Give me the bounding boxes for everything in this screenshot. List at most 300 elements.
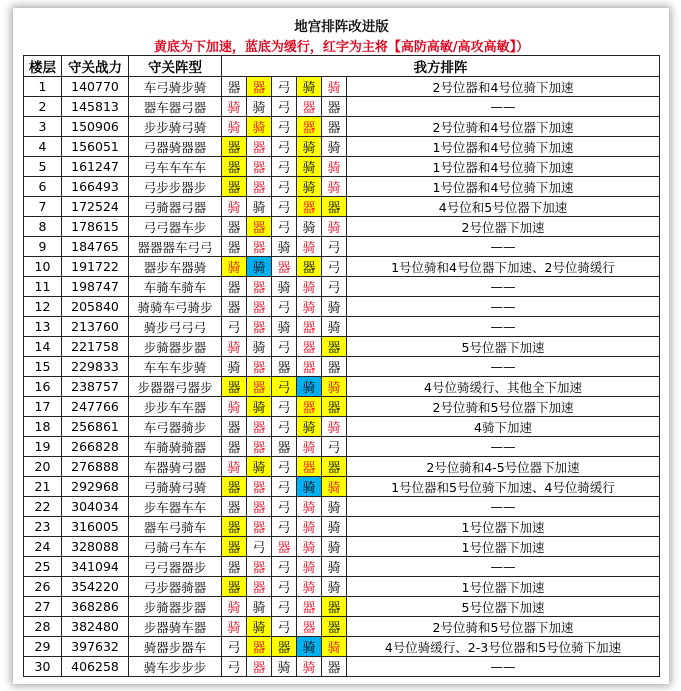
position-cell: 骑 <box>222 337 247 357</box>
position-cell: 骑 <box>272 657 297 677</box>
position-cell: 骑 <box>322 297 347 317</box>
power-cell: 276888 <box>62 457 129 477</box>
plan-cell: —— <box>347 657 660 677</box>
plan-cell: 1号位器和4号位骑下加速 <box>347 177 660 197</box>
position-cell: 骑 <box>322 157 347 177</box>
plan-cell: 2号位器和4号位骑下加速 <box>347 77 660 97</box>
floor-cell: 13 <box>24 317 62 337</box>
floor-cell: 10 <box>24 257 62 277</box>
position-cell: 骑 <box>322 517 347 537</box>
formation-cell: 弓骑弓车车 <box>129 537 222 557</box>
position-cell: 骑 <box>222 397 247 417</box>
formation-cell: 弓骑骑弓骑 <box>129 477 222 497</box>
floor-cell: 16 <box>24 377 62 397</box>
floor-cell: 22 <box>24 497 62 517</box>
position-cell: 骑 <box>297 497 322 517</box>
formation-cell: 车器骑弓器 <box>129 457 222 477</box>
position-cell: 骑 <box>297 137 322 157</box>
power-cell: 178615 <box>62 217 129 237</box>
position-cell: 器 <box>322 337 347 357</box>
table-row <box>24 217 660 237</box>
table-row <box>24 477 660 497</box>
position-cell: 骑 <box>322 637 347 657</box>
position-cell: 骑 <box>297 437 322 457</box>
position-cell: 弓 <box>322 237 347 257</box>
position-cell: 弓 <box>272 597 297 617</box>
position-cell: 骑 <box>322 577 347 597</box>
table-row <box>24 77 660 97</box>
table-row <box>24 537 660 557</box>
floor-cell: 25 <box>24 557 62 577</box>
power-cell: 229833 <box>62 357 129 377</box>
floor-cell: 30 <box>24 657 62 677</box>
plan-cell: 5号位器下加速 <box>347 597 660 617</box>
position-cell: 骑 <box>247 197 272 217</box>
position-cell: 器 <box>222 557 247 577</box>
table-row <box>24 657 660 677</box>
position-cell: 弓 <box>322 437 347 457</box>
position-cell: 器 <box>322 617 347 637</box>
position-cell: 骑 <box>297 637 322 657</box>
position-cell: 弓 <box>272 197 297 217</box>
position-cell: 骑 <box>222 457 247 477</box>
position-cell: 骑 <box>222 617 247 637</box>
position-cell: 骑 <box>297 297 322 317</box>
position-cell: 弓 <box>272 417 297 437</box>
power-cell: 184765 <box>62 237 129 257</box>
position-cell: 弓 <box>272 497 297 517</box>
position-cell: 器 <box>222 137 247 157</box>
position-cell: 器 <box>297 597 322 617</box>
plan-cell: —— <box>347 317 660 337</box>
position-cell: 骑 <box>297 377 322 397</box>
position-cell: 器 <box>247 657 272 677</box>
position-cell: 骑 <box>222 597 247 617</box>
plan-cell: 2号位骑和5号位器下加速 <box>347 617 660 637</box>
position-cell: 器 <box>247 77 272 97</box>
floor-cell: 17 <box>24 397 62 417</box>
floor-cell: 27 <box>24 597 62 617</box>
floor-cell: 7 <box>24 197 62 217</box>
plan-cell: 1号位骑和4号位器下加速、2号位骑缓行 <box>347 257 660 277</box>
table-row <box>24 117 660 137</box>
floor-cell: 9 <box>24 237 62 257</box>
power-cell: 397632 <box>62 637 129 657</box>
position-cell: 器 <box>247 437 272 457</box>
plan-cell: 2号位骑和4-5号位器下加速 <box>347 457 660 477</box>
position-cell: 骑 <box>322 77 347 97</box>
formation-cell: 车弓骑步骑 <box>129 77 222 97</box>
floor-cell: 26 <box>24 577 62 597</box>
table-row <box>24 597 660 617</box>
power-cell: 198747 <box>62 277 129 297</box>
position-cell: 器 <box>297 317 322 337</box>
plan-cell: 5号位器下加速 <box>347 337 660 357</box>
formation-cell: 弓骑器弓器 <box>129 197 222 217</box>
position-cell: 骑 <box>297 417 322 437</box>
position-cell: 器 <box>222 417 247 437</box>
power-cell: 266828 <box>62 437 129 457</box>
position-cell: 器 <box>247 517 272 537</box>
table-row <box>24 237 660 257</box>
position-cell: 器 <box>247 637 272 657</box>
position-cell: 器 <box>322 397 347 417</box>
position-cell: 器 <box>222 377 247 397</box>
position-cell: 器 <box>297 457 322 477</box>
table-row <box>24 517 660 537</box>
header-formation: 守关阵型 <box>129 56 222 77</box>
formation-cell: 步骑器步器 <box>129 597 222 617</box>
position-cell: 器 <box>222 577 247 597</box>
position-cell: 骑 <box>297 537 322 557</box>
table-row <box>24 557 660 577</box>
table-row <box>24 637 660 657</box>
position-cell: 器 <box>247 497 272 517</box>
formation-cell: 弓步器骑器 <box>129 577 222 597</box>
position-cell: 器 <box>247 477 272 497</box>
plan-cell: 4号位和5号位器下加速 <box>347 197 660 217</box>
position-cell: 器 <box>297 397 322 417</box>
position-cell: 器 <box>322 597 347 617</box>
position-cell: 器 <box>272 537 297 557</box>
formation-cell: 步步车车器 <box>129 397 222 417</box>
position-cell: 弓 <box>272 337 297 357</box>
position-cell: 骑 <box>222 257 247 277</box>
position-cell: 器 <box>222 237 247 257</box>
position-cell: 器 <box>297 257 322 277</box>
power-cell: 161247 <box>62 157 129 177</box>
page-title: 地宫排阵改进版 <box>294 19 389 35</box>
floor-cell: 18 <box>24 417 62 437</box>
position-cell: 骑 <box>247 617 272 637</box>
formation-cell: 弓器骑器器 <box>129 137 222 157</box>
plan-cell: 2号位器下加速 <box>347 217 660 237</box>
position-cell: 弓 <box>272 457 297 477</box>
formation-cell: 车骑车骑车 <box>129 277 222 297</box>
position-cell: 骑 <box>322 417 347 437</box>
floor-cell: 29 <box>24 637 62 657</box>
plan-cell: 2号位骑和4号位器下加速 <box>347 117 660 137</box>
position-cell: 器 <box>272 257 297 277</box>
table-row <box>24 617 660 637</box>
position-cell: 器 <box>222 437 247 457</box>
position-cell: 骑 <box>322 477 347 497</box>
position-cell: 骑 <box>297 277 322 297</box>
position-cell: 弓 <box>322 257 347 277</box>
formation-cell: 器车器弓器 <box>129 97 222 117</box>
note-row <box>24 36 660 56</box>
position-cell: 弓 <box>272 97 297 117</box>
position-cell: 骑 <box>272 317 297 337</box>
floor-cell: 11 <box>24 277 62 297</box>
position-cell: 弓 <box>272 477 297 497</box>
position-cell: 器 <box>222 217 247 237</box>
position-cell: 骑 <box>272 277 297 297</box>
position-cell: 骑 <box>247 397 272 417</box>
plan-cell: 1号位器下加速 <box>347 577 660 597</box>
table-row <box>24 177 660 197</box>
position-cell: 器 <box>247 357 272 377</box>
table-row <box>24 157 660 177</box>
position-cell: 弓 <box>222 657 247 677</box>
position-cell: 器 <box>247 297 272 317</box>
legend-note <box>24 36 660 56</box>
position-cell: 骑 <box>247 117 272 137</box>
header-power: 守关战力 <box>62 56 129 77</box>
position-cell: 器 <box>222 177 247 197</box>
power-cell: 166493 <box>62 177 129 197</box>
plan-cell: —— <box>347 497 660 517</box>
position-cell: 器 <box>222 517 247 537</box>
power-cell: 406258 <box>62 657 129 677</box>
position-cell: 弓 <box>272 617 297 637</box>
position-cell: 骑 <box>322 177 347 197</box>
legend-note-text: 黄底为下加速，蓝底为缓行，红字为主将【高防高敏/高攻高敏】） <box>153 40 530 55</box>
position-cell: 器 <box>222 497 247 517</box>
power-cell: 316005 <box>62 517 129 537</box>
power-cell: 191722 <box>62 257 129 277</box>
floor-cell: 28 <box>24 617 62 637</box>
power-cell: 304034 <box>62 497 129 517</box>
floor-cell: 23 <box>24 517 62 537</box>
position-cell: 弓 <box>272 297 297 317</box>
power-cell: 328088 <box>62 537 129 557</box>
plan-cell: —— <box>347 297 660 317</box>
table-row <box>24 497 660 517</box>
plan-cell: 1号位器和4号位骑下加速 <box>347 157 660 177</box>
position-cell: 器 <box>247 237 272 257</box>
position-cell: 器 <box>322 117 347 137</box>
formation-cell: 弓车车车车 <box>129 157 222 177</box>
position-cell: 骑 <box>297 557 322 577</box>
position-cell: 器 <box>272 637 297 657</box>
plan-cell: 4骑下加速 <box>347 417 660 437</box>
formation-cell: 步骑器步器 <box>129 337 222 357</box>
position-cell: 弓 <box>272 117 297 137</box>
formation-cell: 车骑骑骑器 <box>129 437 222 457</box>
position-cell: 器 <box>297 197 322 217</box>
position-cell: 骑 <box>297 517 322 537</box>
table-row <box>24 377 660 397</box>
formation-table <box>23 14 660 677</box>
position-cell: 器 <box>297 337 322 357</box>
power-cell: 213760 <box>62 317 129 337</box>
position-cell: 器 <box>222 297 247 317</box>
floor-cell: 8 <box>24 217 62 237</box>
position-cell: 骑 <box>272 237 297 257</box>
table-row <box>24 317 660 337</box>
table-row <box>24 357 660 377</box>
floor-cell: 20 <box>24 457 62 477</box>
position-cell: 骑 <box>247 597 272 617</box>
position-cell: 弓 <box>322 277 347 297</box>
table-row <box>24 397 660 417</box>
position-cell: 骑 <box>322 377 347 397</box>
position-cell: 骑 <box>297 177 322 197</box>
formation-cell: 骑骑车弓骑步 <box>129 297 222 317</box>
formation-cell: 器器器车弓弓 <box>129 237 222 257</box>
document-frame <box>13 8 669 684</box>
position-cell: 骑 <box>297 77 322 97</box>
position-cell: 骑 <box>322 537 347 557</box>
floor-cell: 24 <box>24 537 62 557</box>
power-cell: 145813 <box>62 97 129 117</box>
floor-cell: 21 <box>24 477 62 497</box>
title-row <box>24 14 660 36</box>
plan-cell: 2号位骑和5号位器下加速 <box>347 397 660 417</box>
plan-cell: 4号位骑缓行、其他全下加速 <box>347 377 660 397</box>
position-cell: 骑 <box>247 97 272 117</box>
table-row <box>24 137 660 157</box>
position-cell: 骑 <box>322 557 347 577</box>
power-cell: 354220 <box>62 577 129 597</box>
table-row <box>24 457 660 477</box>
header-floor: 楼层 <box>24 56 62 77</box>
position-cell: 骑 <box>322 317 347 337</box>
position-cell: 器 <box>247 417 272 437</box>
table-row <box>24 277 660 297</box>
position-cell: 器 <box>297 97 322 117</box>
formation-cell: 器步车器骑 <box>129 257 222 277</box>
plan-cell: —— <box>347 277 660 297</box>
position-cell: 骑 <box>222 97 247 117</box>
plan-cell: —— <box>347 237 660 257</box>
power-cell: 156051 <box>62 137 129 157</box>
position-cell: 器 <box>247 557 272 577</box>
power-cell: 238757 <box>62 377 129 397</box>
formation-cell: 弓步步器步 <box>129 177 222 197</box>
position-cell: 骑 <box>247 257 272 277</box>
plan-cell: —— <box>347 357 660 377</box>
formation-cell: 步器器弓器步 <box>129 377 222 397</box>
power-cell: 292968 <box>62 477 129 497</box>
position-cell: 弓 <box>272 577 297 597</box>
formation-cell: 骑车步步步 <box>129 657 222 677</box>
position-cell: 器 <box>247 277 272 297</box>
position-cell: 骑 <box>222 357 247 377</box>
position-cell: 器 <box>322 97 347 117</box>
position-cell: 骑 <box>297 157 322 177</box>
position-cell: 骑 <box>222 117 247 137</box>
position-cell: 器 <box>247 157 272 177</box>
position-cell: 骑 <box>222 197 247 217</box>
power-cell: 256861 <box>62 417 129 437</box>
position-cell: 弓 <box>272 77 297 97</box>
position-cell: 弓 <box>272 517 297 537</box>
position-cell: 弓 <box>272 177 297 197</box>
plan-cell: 1号位器下加速 <box>347 537 660 557</box>
floor-cell: 6 <box>24 177 62 197</box>
formation-cell: 弓弓器车步 <box>129 217 222 237</box>
plan-cell: 1号位器下加速 <box>347 517 660 537</box>
position-cell: 器 <box>297 357 322 377</box>
position-cell: 器 <box>322 657 347 677</box>
power-cell: 205840 <box>62 297 129 317</box>
floor-cell: 12 <box>24 297 62 317</box>
header-our-formation: 我方排阵 <box>222 56 660 77</box>
table-row <box>24 417 660 437</box>
floor-cell: 1 <box>24 77 62 97</box>
power-cell: 341094 <box>62 557 129 577</box>
position-cell: 骑 <box>297 577 322 597</box>
formation-cell: 步步骑弓骑 <box>129 117 222 137</box>
position-cell: 器 <box>222 277 247 297</box>
table-row <box>24 257 660 277</box>
plan-cell: —— <box>347 437 660 457</box>
position-cell: 骑 <box>247 337 272 357</box>
table-row <box>24 337 660 357</box>
position-cell: 器 <box>222 477 247 497</box>
position-cell: 器 <box>247 377 272 397</box>
position-cell: 弓 <box>222 637 247 657</box>
floor-cell: 19 <box>24 437 62 457</box>
plan-cell: —— <box>347 97 660 117</box>
position-cell: 器 <box>247 137 272 157</box>
power-cell: 140770 <box>62 77 129 97</box>
position-cell: 器 <box>322 457 347 477</box>
formation-cell: 车弓器骑步 <box>129 417 222 437</box>
formation-cell: 器车弓骑车 <box>129 517 222 537</box>
position-cell: 器 <box>222 77 247 97</box>
position-cell: 骑 <box>297 657 322 677</box>
position-cell: 骑 <box>297 477 322 497</box>
plan-cell: 1号位器和4号位骑下加速 <box>347 137 660 157</box>
floor-cell: 3 <box>24 117 62 137</box>
position-cell: 器 <box>247 577 272 597</box>
position-cell: 器 <box>222 157 247 177</box>
position-cell: 弓 <box>272 557 297 577</box>
power-cell: 221758 <box>62 337 129 357</box>
plan-cell: —— <box>347 557 660 577</box>
formation-cell: 弓弓器器步 <box>129 557 222 577</box>
formation-cell: 车车车步骑 <box>129 357 222 377</box>
position-cell: 器 <box>222 537 247 557</box>
floor-cell: 5 <box>24 157 62 177</box>
formation-cell: 步车器车车 <box>129 497 222 517</box>
position-cell: 器 <box>247 317 272 337</box>
formation-cell: 骑器步器车 <box>129 637 222 657</box>
position-cell: 器 <box>297 117 322 137</box>
power-cell: 150906 <box>62 117 129 137</box>
power-cell: 368286 <box>62 597 129 617</box>
position-cell: 骑 <box>322 137 347 157</box>
power-cell: 247766 <box>62 397 129 417</box>
position-cell: 弓 <box>222 317 247 337</box>
formation-cell: 步器骑车器 <box>129 617 222 637</box>
position-cell: 器 <box>322 357 347 377</box>
position-cell: 弓 <box>272 377 297 397</box>
plan-cell: 1号位器和5号位骑下加速、4号位骑缓行 <box>347 477 660 497</box>
header-row <box>24 56 660 77</box>
position-cell: 骑 <box>322 497 347 517</box>
power-cell: 382480 <box>62 617 129 637</box>
position-cell: 骑 <box>247 457 272 477</box>
position-cell: 器 <box>322 197 347 217</box>
floor-cell: 15 <box>24 357 62 377</box>
table-row <box>24 297 660 317</box>
position-cell: 弓 <box>272 137 297 157</box>
position-cell: 骑 <box>297 237 322 257</box>
floor-cell: 4 <box>24 137 62 157</box>
position-cell: 器 <box>272 437 297 457</box>
position-cell: 器 <box>272 357 297 377</box>
position-cell: 器 <box>247 177 272 197</box>
power-cell: 172524 <box>62 197 129 217</box>
table-row <box>24 97 660 117</box>
table-row <box>24 437 660 457</box>
position-cell: 弓 <box>247 537 272 557</box>
floor-cell: 2 <box>24 97 62 117</box>
